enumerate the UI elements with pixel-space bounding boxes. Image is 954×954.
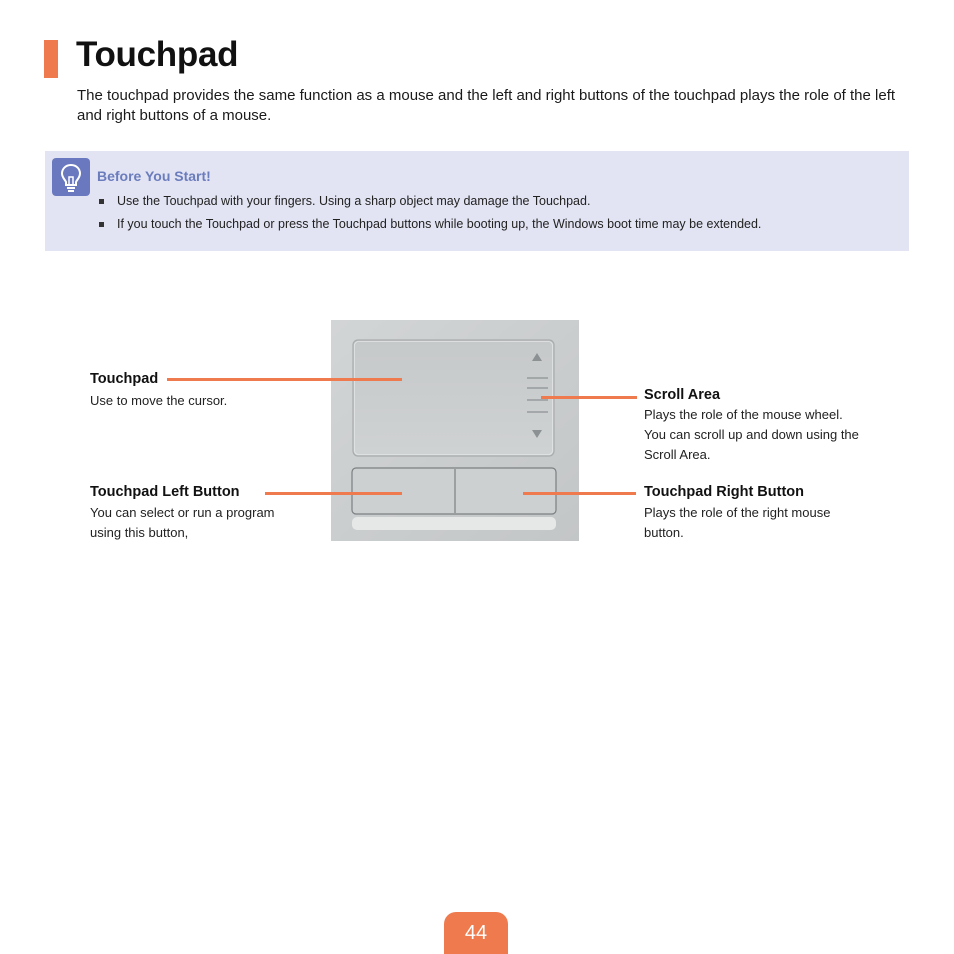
right-button-desc-line: Plays the role of the right mouse — [644, 505, 831, 520]
page-number: 44 — [464, 922, 488, 944]
intro-paragraph: The touchpad provides the same function as a mouse and the left and right buttons of the touchpad plays the role of the left and right buttons of a mouse. — [77, 87, 896, 124]
page-title: Touchpad — [76, 35, 239, 74]
scroll-area-desc-line: Plays the role of the mouse wheel. — [644, 407, 843, 422]
note-item-text: Use the Touchpad with your fingers. Using a sharp object may damage the Touchpad. — [117, 194, 591, 208]
lightbulb-icon — [52, 158, 90, 196]
scroll-area-desc-line: Scroll Area. — [644, 447, 711, 462]
before-you-start-box — [45, 151, 909, 251]
scroll-area-desc-line: You can scroll up and down using the — [644, 427, 859, 442]
page-number-tab — [444, 912, 508, 954]
scroll-area-description — [644, 405, 859, 465]
title-accent-bar — [44, 40, 58, 78]
right-button-label: Touchpad Right Button — [644, 484, 804, 500]
touchpad-label: Touchpad — [90, 371, 159, 387]
note-item — [97, 217, 761, 232]
right-button-description — [644, 503, 830, 543]
note-item-text: If you touch the Touchpad or press the Touchpad buttons while booting up, the Windows boot time may be extended. — [117, 217, 762, 231]
left-button-desc-line: using this button, — [90, 525, 189, 540]
left-button-label: Touchpad Left Button — [90, 484, 240, 500]
bullet-icon — [99, 199, 104, 204]
scroll-area-callout-line — [541, 396, 637, 399]
left-button-callout-line — [265, 492, 402, 495]
scroll-area-label: Scroll Area — [644, 387, 721, 403]
bullet-icon — [99, 222, 104, 227]
right-button-desc-line: button. — [644, 525, 684, 540]
left-button-desc-line: You can select or run a program — [90, 505, 275, 520]
note-heading: Before You Start! — [97, 168, 211, 184]
note-item — [97, 194, 761, 209]
right-button-callout-line — [523, 492, 636, 495]
touchpad-description: Use to move the cursor. — [90, 393, 228, 408]
touchpad-image — [331, 320, 579, 541]
left-button-description — [90, 503, 275, 543]
touchpad-callout-line — [167, 378, 402, 381]
note-list — [97, 194, 761, 240]
